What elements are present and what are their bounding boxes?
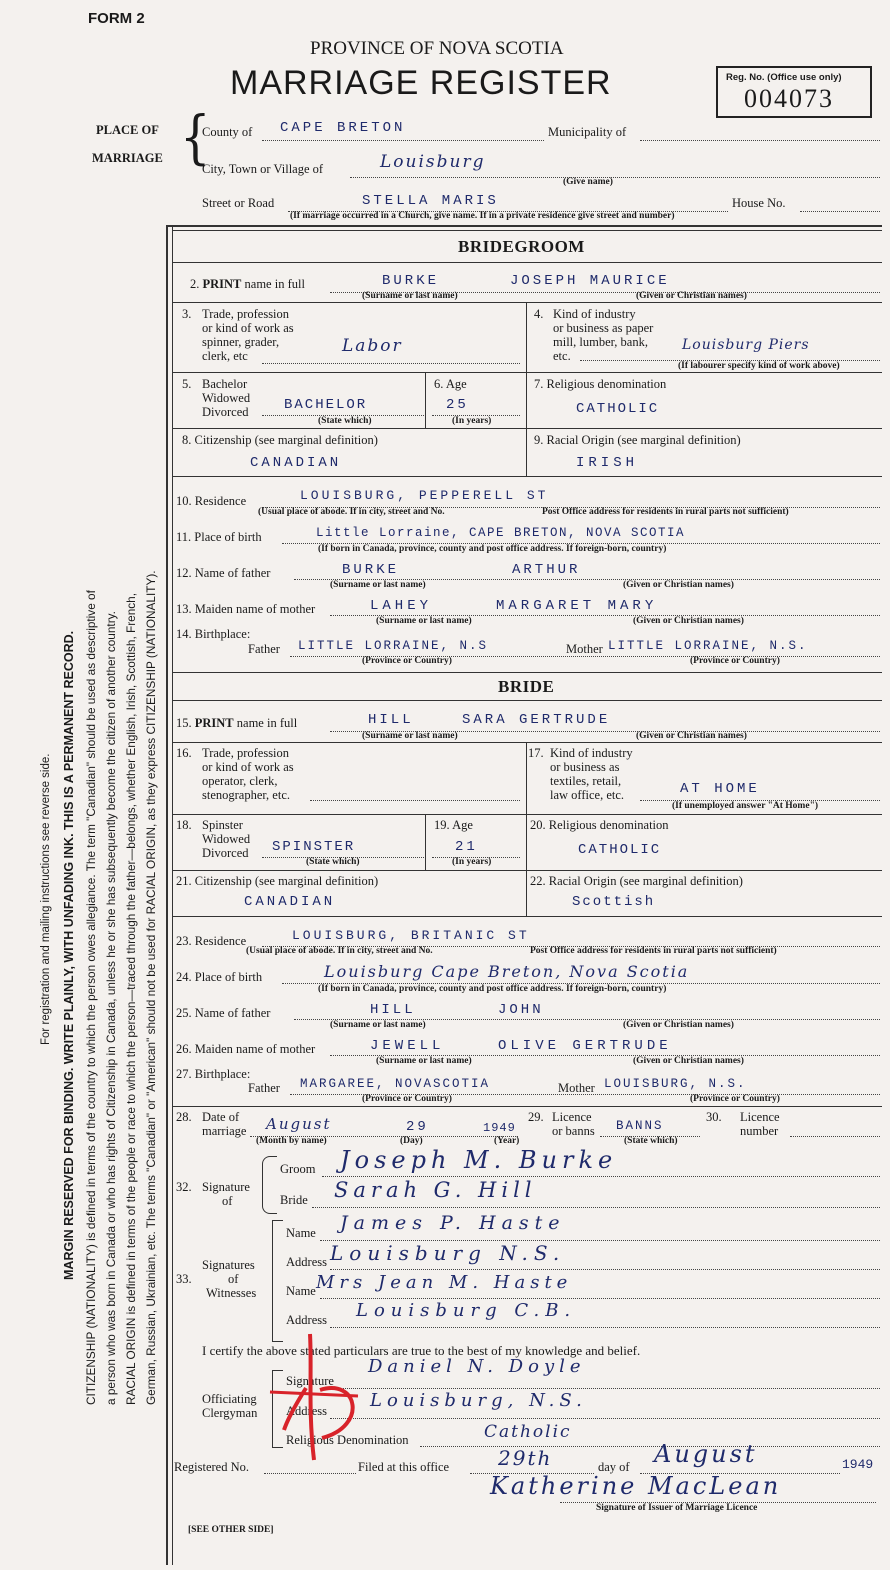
bride-mother-birthplace: LOUISBURG, N.S. — [604, 1077, 747, 1091]
groom-given: JOSEPH MAURICE — [510, 273, 670, 289]
groom-bp-father-label: Father — [248, 642, 280, 656]
f26-note-1: (Surname or last name) — [376, 1056, 472, 1066]
f10-num: 10. — [176, 494, 192, 508]
f11-label: Place of birth — [194, 530, 262, 544]
page-title: MARRIAGE REGISTER — [230, 64, 612, 102]
f12-num: 12. — [176, 566, 192, 580]
f18-num: 18. — [176, 818, 192, 832]
groom-res-note-1: (Usual place of abode. If in city, street and No. — [258, 507, 445, 517]
bride-signature: Sarah G. Hill — [334, 1178, 537, 1202]
f12-label: Name of father — [194, 566, 271, 580]
registered-no-label: Registered No. — [174, 1460, 249, 1474]
licence-or-banns: BANNS — [616, 1119, 664, 1133]
year-note: (Year) — [494, 1136, 520, 1146]
f23-label: Residence — [194, 934, 247, 948]
groom-bp-mother-label: Mother — [566, 642, 603, 656]
marriage-year: 1949 — [483, 1121, 516, 1135]
f30-line1: Licence — [740, 1110, 780, 1124]
city-note: (Give name) — [563, 177, 613, 187]
bride-bp-mother-label: Mother — [558, 1081, 595, 1095]
bride-bp-note-2: (Province or Country) — [690, 1094, 780, 1104]
f28-line1: Date of — [202, 1110, 240, 1124]
f17-line2: or business as — [550, 760, 620, 774]
f5-line3: Divorced — [202, 405, 249, 419]
denomination-label: Religious Denomination — [286, 1433, 409, 1447]
clergy-denomination: Catholic — [484, 1422, 572, 1442]
witness1-address: Louisburg N.S. — [330, 1241, 566, 1265]
city-value: Louisburg — [380, 152, 486, 172]
margin-racial-def-2: German, Russian, Ukrainian, etc. The terms "Canadian" or "American" should not be used for RACIAL ORIGIN, as they express CITIZENSHIP (NATIONALITY). — [144, 570, 158, 1405]
city-label: City, Town or Village of — [202, 162, 324, 176]
bride-age-note: (In years) — [452, 857, 492, 867]
f4-line2: or business as paper — [553, 321, 654, 335]
f16-num: 16. — [176, 746, 192, 760]
f29-line2: or banns — [552, 1124, 595, 1138]
f18-line3: Divorced — [202, 846, 249, 860]
f3-line1: Trade, profession — [202, 307, 290, 321]
place-brace: { — [180, 104, 211, 172]
f26-note-2: (Given or Christian names) — [633, 1056, 744, 1066]
f3-num: 3. — [182, 307, 192, 321]
w1-name-label: Name — [286, 1226, 316, 1240]
f3-line3: spinner, grader, — [202, 335, 280, 349]
bride-surname-note: (Surname or last name) — [362, 731, 458, 741]
f9-label: Racial Origin (see marginal definition) — [546, 433, 741, 447]
f25-note-2: (Given or Christian names) — [623, 1020, 734, 1030]
reg-number-box — [716, 66, 872, 118]
f13-num: 13. — [176, 602, 192, 616]
bride-citizenship: CANADIAN — [244, 894, 336, 910]
f32-num: 32. — [176, 1180, 192, 1194]
groom-surname-note: (Surname or last name) — [362, 291, 458, 301]
bride-father-birthplace: MARGAREE, NOVASCOTIA — [300, 1077, 491, 1091]
bride-status-note: (State which) — [306, 857, 360, 867]
w2-address-label: Address — [286, 1313, 327, 1327]
groom-birth-note: (If born in Canada, province, county and post office address. If foreign-born, country) — [318, 544, 667, 554]
f33-line2: of — [228, 1272, 239, 1286]
witness1-name: James P. Haste — [340, 1212, 566, 1234]
f16-line1: Trade, profession — [202, 746, 290, 760]
f6-num: 6. — [434, 377, 444, 391]
reg-label: Reg. No. — [726, 72, 765, 83]
f19-num: 19. — [434, 818, 450, 832]
f29-num: 29. — [528, 1110, 544, 1124]
f25-label: Name of father — [194, 1006, 271, 1020]
margin-citizenship-def-1: CITIZENSHIP (NATIONALITY) is defined in terms of the country to which the person owes allegiance. The term "Canadian" should be used as descriptive of — [84, 590, 98, 1405]
f12-note-2: (Given or Christian names) — [623, 580, 734, 590]
w2-name-label: Name — [286, 1284, 316, 1298]
red-check-mark — [250, 1330, 390, 1470]
clergy-signature: Daniel N. Doyle — [368, 1356, 586, 1377]
certification-text: I certify the above stated particulars are true to the best of my knowledge and belief. — [202, 1343, 641, 1358]
groom-given-note: (Given or Christian names) — [636, 291, 747, 301]
groom-trade: Labor — [342, 336, 403, 356]
f33-line3: Witnesses — [206, 1286, 257, 1300]
margin-binding-note: MARGIN RESERVED FOR BINDING. WRITE PLAINLY, WITH UNFADING INK. THIS IS A PERMANENT RECORD. — [62, 630, 76, 1280]
f18-line2: Widowed — [202, 832, 251, 846]
groom-status: BACHELOR — [284, 397, 368, 413]
groom-bp-note-2: (Province or Country) — [690, 656, 780, 666]
f17-line1: Kind of industry — [550, 746, 633, 760]
bride-res-note-2: Post Office address for residents in rural parts not sufficient) — [530, 946, 777, 956]
f8-label: Citizenship (see marginal definition) — [194, 433, 378, 447]
f13-note-1: (Surname or last name) — [376, 616, 472, 626]
bride-religion: CATHOLIC — [578, 842, 662, 858]
street-value: STELLA MARIS — [362, 193, 499, 209]
f16-line2: or kind of work as — [202, 760, 294, 774]
f2-print: PRINT — [202, 277, 242, 291]
groom-sig-label: Groom — [280, 1162, 316, 1176]
f24-label: Place of birth — [194, 970, 263, 984]
groom-mother-given: MARGARET MARY — [496, 598, 658, 614]
f23-num: 23. — [176, 934, 192, 948]
f5-line1: Bachelor — [202, 377, 248, 391]
groom-father-surname: BURKE — [342, 562, 400, 578]
f9-num: 9. — [534, 433, 544, 447]
county-value: CAPE BRETON — [280, 120, 406, 136]
f4-line3: mill, lumber, bank, — [553, 335, 648, 349]
street-note: (If marriage occurred in a Church, give name. If in a private residence give street and number) — [290, 211, 675, 221]
marriage-day: 29 — [406, 1119, 429, 1135]
f27-num: 27. — [176, 1067, 192, 1081]
f4-line1: Kind of industry — [553, 307, 636, 321]
bride-father-surname: HILL — [370, 1002, 416, 1018]
f15-num: 15. — [176, 716, 192, 730]
f14-label: Birthplace: — [194, 627, 251, 641]
month-note: (Month by name) — [256, 1136, 327, 1146]
f26-num: 26. — [176, 1042, 192, 1056]
street-label: Street or Road — [202, 196, 275, 210]
groom-status-note: (State which) — [318, 416, 372, 426]
f4-note: (If labourer specify kind of work above) — [678, 361, 840, 371]
margin-instructions: For registration and mailing instructions see reverse side. — [40, 753, 52, 1045]
f4-line4: etc. — [553, 349, 571, 363]
f18-line1: Spinster — [202, 818, 243, 832]
bride-bp-note-1: (Province or Country) — [362, 1094, 452, 1104]
groom-birthplace: Little Lorraine, CAPE BRETON, NOVA SCOTIA — [316, 526, 686, 540]
witness2-name: Mrs Jean M. Haste — [316, 1272, 573, 1293]
f19-label: Age — [452, 818, 473, 832]
f25-note-1: (Surname or last name) — [330, 1020, 426, 1030]
f27-label: Birthplace: — [194, 1067, 251, 1081]
f17-line4: law office, etc. — [550, 788, 625, 802]
margin-racial-def-1: RACIAL ORIGIN is defined in terms of the people or race to which the person—traced through the father—belongs, whether English, Irish, Scottish, French, — [124, 593, 138, 1405]
groom-signature: Joseph M. Burke — [340, 1146, 618, 1174]
day-of-label: day of — [598, 1460, 630, 1474]
bride-origin: Scottish — [572, 894, 656, 910]
groom-age: 25 — [446, 397, 469, 413]
bride-age: 21 — [455, 839, 478, 855]
place-label-2: MARRIAGE — [92, 151, 163, 165]
bride-father-given: JOHN — [498, 1002, 544, 1018]
bride-given: SARA GERTRUDE — [462, 712, 611, 728]
marriage-month: August — [266, 1115, 332, 1133]
f22-label: Racial Origin (see marginal definition) — [548, 874, 743, 888]
groom-origin: IRISH — [576, 455, 639, 471]
w1-address-label: Address — [286, 1255, 327, 1269]
groom-father-given: ARTHUR — [512, 562, 581, 578]
f20-label: Religious denomination — [548, 818, 669, 832]
f7-label: Religious denomination — [546, 377, 667, 391]
f2-label: name in full — [241, 277, 305, 291]
clergy-address-label: Address — [286, 1404, 327, 1418]
f16-line4: stenographer, etc. — [202, 788, 291, 802]
clergy-sig-label: Signature — [286, 1374, 334, 1388]
f14-num: 14. — [176, 627, 192, 641]
bride-surname: HILL — [368, 712, 414, 728]
f26-label: Maiden name of mother — [194, 1042, 316, 1056]
bride-mother-surname: JEWELL — [370, 1038, 445, 1054]
groom-surname: BURKE — [382, 273, 440, 289]
margin-citizenship-def-2: a person who was born in Canada or who has rights of Citizenship in Canada, unless he or she has subsequently become the citizen of another country. — [104, 611, 118, 1405]
filed-year: 1949 — [842, 1457, 874, 1472]
f29-line1: Licence — [552, 1110, 592, 1124]
witness2-address: Louisburg C.B. — [356, 1300, 577, 1321]
province-heading: PROVINCE OF NOVA SCOTIA — [310, 38, 564, 59]
issuer-label: Signature of Issuer of Marriage Licence — [596, 1503, 758, 1513]
f30-num: 30. — [706, 1110, 722, 1124]
f30-line2: number — [740, 1124, 779, 1138]
bride-status: SPINSTER — [272, 839, 356, 855]
groom-religion: CATHOLIC — [576, 401, 660, 417]
f32-line1: Signature — [202, 1180, 250, 1194]
bride-birthplace: Louisburg Cape Breton, Nova Scotia — [324, 962, 690, 981]
f3-line4: clerk, etc — [202, 349, 248, 363]
f33-num: 33. — [176, 1272, 192, 1286]
f28-num: 28. — [176, 1110, 192, 1124]
form-number: FORM 2 — [88, 10, 145, 27]
bride-sig-label: Bride — [280, 1193, 308, 1207]
f25-num: 25. — [176, 1006, 192, 1020]
f7-num: 7. — [534, 377, 544, 391]
f21-num: 21. — [176, 874, 192, 888]
bride-mother-given: OLIVE GERTRUDE — [498, 1038, 672, 1054]
f28-line2: marriage — [202, 1124, 247, 1138]
f17-num: 17. — [528, 746, 544, 760]
f20-num: 20. — [530, 818, 546, 832]
f33-line1: Signatures — [202, 1258, 255, 1272]
reg-number: 004073 — [744, 84, 834, 113]
bride-birth-note: (If born in Canada, province, county and post office address. If foreign-born, country) — [318, 984, 667, 994]
bridegroom-heading: BRIDEGROOM — [458, 237, 585, 256]
f4-num: 4. — [534, 307, 544, 321]
f17-line3: textiles, retail, — [550, 774, 622, 788]
groom-mother-surname: LAHEY — [370, 598, 433, 614]
day-note: (Day) — [400, 1136, 423, 1146]
clergy-address: Louisburg, N.S. — [370, 1390, 587, 1411]
issuer-signature: Katherine MacLean — [490, 1472, 782, 1500]
groom-bp-note-1: (Province or Country) — [362, 656, 452, 666]
f5-num: 5. — [182, 377, 192, 391]
f15-print: PRINT — [194, 716, 234, 730]
f17-note: (If unemployed answer "At Home") — [672, 801, 819, 811]
f16-line3: operator, clerk, — [202, 774, 278, 788]
house-label: House No. — [732, 196, 786, 210]
county-label: County of — [202, 125, 253, 139]
f21-label: Citizenship (see marginal definition) — [194, 874, 379, 888]
groom-residence: LOUISBURG, PEPPERELL ST — [300, 488, 549, 503]
bride-residence: LOUISBURG, BRITANIC ST — [292, 928, 530, 943]
f22-num: 22. — [530, 874, 546, 888]
groom-citizenship: CANADIAN — [250, 455, 342, 471]
filed-month: August — [654, 1440, 758, 1468]
officiating-label-1: Officiating — [202, 1392, 257, 1406]
groom-father-birthplace: LITTLE LORRAINE, N.S — [298, 639, 489, 653]
f12-note-1: (Surname or last name) — [330, 580, 426, 590]
f13-note-2: (Given or Christian names) — [633, 616, 744, 626]
f3-line2: or kind of work as — [202, 321, 294, 335]
municipality-label: Municipality of — [548, 125, 627, 139]
groom-mother-birthplace: LITTLE LORRAINE, N.S. — [608, 639, 808, 653]
bride-bp-father-label: Father — [248, 1081, 280, 1095]
f2-num: 2. — [190, 277, 200, 291]
f10-label: Residence — [194, 494, 247, 508]
f32-line2: of — [222, 1194, 233, 1208]
f6-label: Age — [445, 377, 467, 391]
f15-label: name in full — [233, 716, 298, 730]
f24-num: 24. — [176, 970, 192, 984]
f29-note: (State which) — [624, 1136, 678, 1146]
place-label-1: PLACE OF — [96, 123, 159, 137]
f8-num: 8. — [182, 433, 192, 447]
bride-heading: BRIDE — [498, 677, 555, 696]
groom-industry: Louisburg Piers — [682, 337, 810, 353]
reg-office-note: (Office use only) — [767, 72, 842, 83]
f11-num: 11. — [176, 530, 192, 544]
bride-industry: AT HOME — [680, 781, 760, 797]
officiating-label-2: Clergyman — [202, 1406, 258, 1420]
filed-label: Filed at this office — [358, 1460, 450, 1474]
groom-age-note: (In years) — [452, 416, 492, 426]
bride-res-note-1: (Usual place of abode. If in city, street and No. — [246, 946, 433, 956]
see-other-side: [SEE OTHER SIDE] — [188, 1525, 274, 1535]
f5-line2: Widowed — [202, 391, 251, 405]
filed-day: 29th — [498, 1446, 553, 1470]
f13-label: Maiden name of mother — [194, 602, 316, 616]
groom-res-note-2: Post Office address for residents in rural parts not sufficient) — [542, 507, 789, 517]
bride-given-note: (Given or Christian names) — [636, 731, 747, 741]
